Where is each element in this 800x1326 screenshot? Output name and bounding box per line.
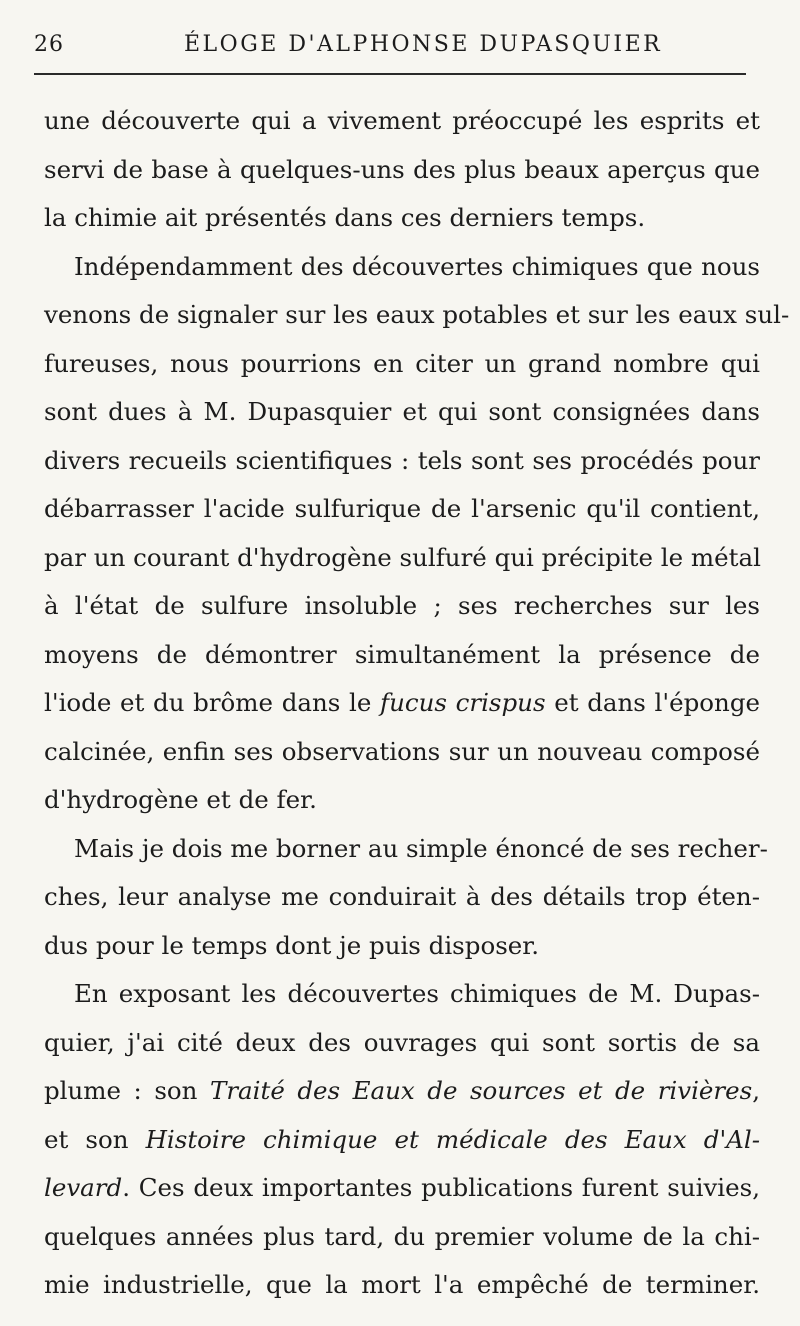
text-line — [44, 194, 760, 243]
text-line — [44, 97, 760, 146]
text-line — [44, 582, 760, 631]
text-line — [44, 1261, 760, 1310]
text-line — [44, 243, 760, 292]
line-text: mie industrielle, que la mort l'a empêché de terminer. — [44, 1270, 760, 1299]
body-text — [44, 97, 790, 1310]
line-text: sont dues à M. Dupasquier et qui sont consignées dans — [44, 397, 760, 426]
line-text: dus pour le temps dont je puis disposer. — [44, 930, 540, 960]
text-line — [44, 1019, 760, 1068]
text-line — [44, 1067, 760, 1116]
text-line — [44, 1213, 760, 1262]
text-line — [44, 873, 760, 922]
line-text: calcinée, enfin ses observations sur un nouveau composé — [44, 736, 760, 766]
line-text: quier, j'ai cité deux des ouvrages qui sont sortis de sa — [44, 1027, 760, 1057]
text-line — [44, 388, 760, 437]
text-line — [44, 1116, 760, 1165]
line-text: quelques années plus tard, du premier volume de la chi- — [44, 1221, 760, 1251]
line-text: la chimie ait présentés dans ces derniers temps. — [44, 203, 646, 232]
text-line — [44, 922, 760, 971]
text-line — [44, 1164, 760, 1213]
text-line — [44, 970, 760, 1019]
text-line — [44, 534, 760, 583]
text-line — [44, 825, 768, 874]
text-line — [44, 776, 760, 825]
line-text: moyens de démontrer simultanément la présence de — [44, 639, 760, 669]
text-line — [44, 679, 760, 728]
line-text: fureuses, nous pourrions en citer un grand nombre qui — [44, 348, 760, 378]
line-text: débarrasser l'acide sulfurique de l'arsenic qu'il contient, — [44, 494, 760, 523]
line-text: , — [752, 1076, 760, 1105]
italic-title: fucus crispus — [380, 688, 546, 717]
line-text: servi de base à quelques-uns des plus beaux aperçus que — [44, 154, 760, 184]
page-header — [34, 30, 744, 66]
text-line — [44, 728, 760, 777]
text-line — [44, 437, 760, 486]
line-text: Mais je dois me borner au simple énoncé de ses recher- — [74, 833, 768, 863]
line-text: par un courant d'hydrogène sulfuré qui précipite le métal — [44, 542, 761, 572]
line-text: une découverte qui a vivement préoccupé les esprits et — [44, 106, 760, 135]
line-text: l'iode et du brôme dans le — [44, 688, 381, 717]
line-text: ches, leur analyse me conduirait à des détails trop éten- — [44, 882, 760, 911]
line-text: d'hydrogène et de fer. — [44, 785, 317, 814]
line-text: et dans l'éponge — [545, 688, 760, 717]
line-text: En exposant les découvertes chimiques de M. Dupas- — [74, 979, 760, 1008]
italic-title: Traité des Eaux de sources et de rivières — [209, 1076, 753, 1105]
italic-title: Histoire chimique et médicale des Eaux d'Al- — [145, 1124, 760, 1154]
line-text: et son — [44, 1124, 146, 1154]
line-text: Indépendamment des découvertes chimiques que nous — [74, 251, 760, 281]
line-text: venons de signaler sur les eaux potables et sur les eaux sul- — [44, 300, 790, 329]
line-text: divers recueils scientifiques : tels sont ses procédés pour — [44, 445, 760, 475]
line-text: . Ces deux importantes publications furent suivies, — [122, 1173, 760, 1202]
running-title: ÉLOGE D'ALPHONSE DUPASQUIER — [184, 32, 663, 57]
text-line — [44, 485, 760, 534]
page-number: 26 — [34, 32, 64, 57]
line-text: plume : son — [44, 1076, 210, 1105]
text-line — [44, 291, 790, 340]
header-rule — [34, 73, 746, 75]
italic-title: levard — [44, 1173, 123, 1202]
text-line — [44, 340, 760, 389]
text-line — [44, 631, 760, 680]
text-line — [44, 146, 760, 195]
line-text: à l'état de sulfure insoluble ; ses recherches sur les — [44, 591, 760, 620]
